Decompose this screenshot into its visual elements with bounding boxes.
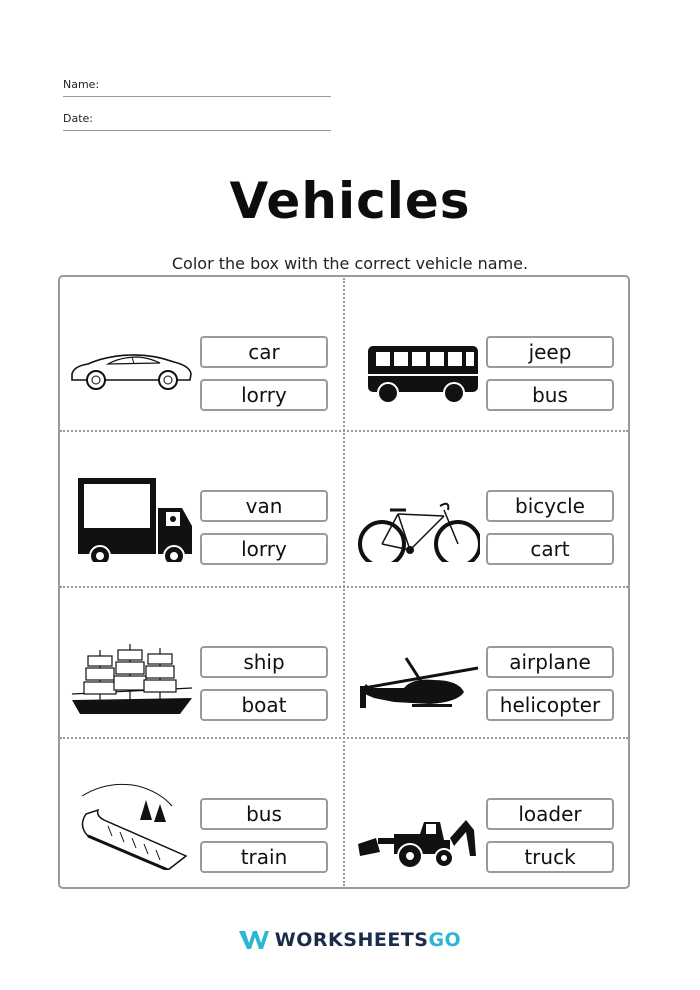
cell-lorry xyxy=(60,432,344,584)
cell-helicopter xyxy=(346,588,630,740)
date-field[interactable] xyxy=(63,112,331,131)
page-title: Vehicles xyxy=(229,172,471,230)
option-box[interactable]: boat xyxy=(200,689,328,721)
option-box[interactable]: van xyxy=(200,490,328,522)
option-box[interactable]: loader xyxy=(486,798,614,830)
cell-ship xyxy=(60,588,344,740)
footer xyxy=(0,929,700,955)
date-label: Date: xyxy=(63,112,93,125)
brand-name: WORKSHEETSGO xyxy=(274,929,462,951)
train-icon xyxy=(68,760,194,870)
bicycle-icon xyxy=(354,452,480,562)
option-box[interactable]: bus xyxy=(486,379,614,411)
option-box[interactable]: bus xyxy=(200,798,328,830)
cell-car xyxy=(60,278,344,430)
instruction-text: Color the box with the correct vehicle name. xyxy=(171,254,529,273)
ship-icon xyxy=(68,608,194,718)
option-box[interactable]: lorry xyxy=(200,379,328,411)
option-box[interactable]: ship xyxy=(200,646,328,678)
option-box[interactable]: cart xyxy=(486,533,614,565)
cell-loader xyxy=(346,740,630,892)
name-label: Name: xyxy=(63,78,100,91)
option-box[interactable]: jeep xyxy=(486,336,614,368)
option-box[interactable]: train xyxy=(200,841,328,873)
bus-icon xyxy=(354,298,480,408)
lorry-icon xyxy=(68,452,194,562)
option-box[interactable]: bicycle xyxy=(486,490,614,522)
loader-icon xyxy=(354,760,480,870)
cell-bus xyxy=(346,278,630,430)
option-box[interactable]: truck xyxy=(486,841,614,873)
option-box[interactable]: helicopter xyxy=(486,689,614,721)
option-box[interactable]: car xyxy=(200,336,328,368)
option-box[interactable]: lorry xyxy=(200,533,328,565)
name-field[interactable] xyxy=(63,78,331,97)
brand-logo xyxy=(239,929,461,951)
option-box[interactable]: airplane xyxy=(486,646,614,678)
helicopter-icon xyxy=(354,608,480,718)
car-icon xyxy=(68,298,194,408)
worksheetsgo-logo-icon xyxy=(239,929,269,951)
cell-bicycle xyxy=(346,432,630,584)
cell-train xyxy=(60,740,344,892)
